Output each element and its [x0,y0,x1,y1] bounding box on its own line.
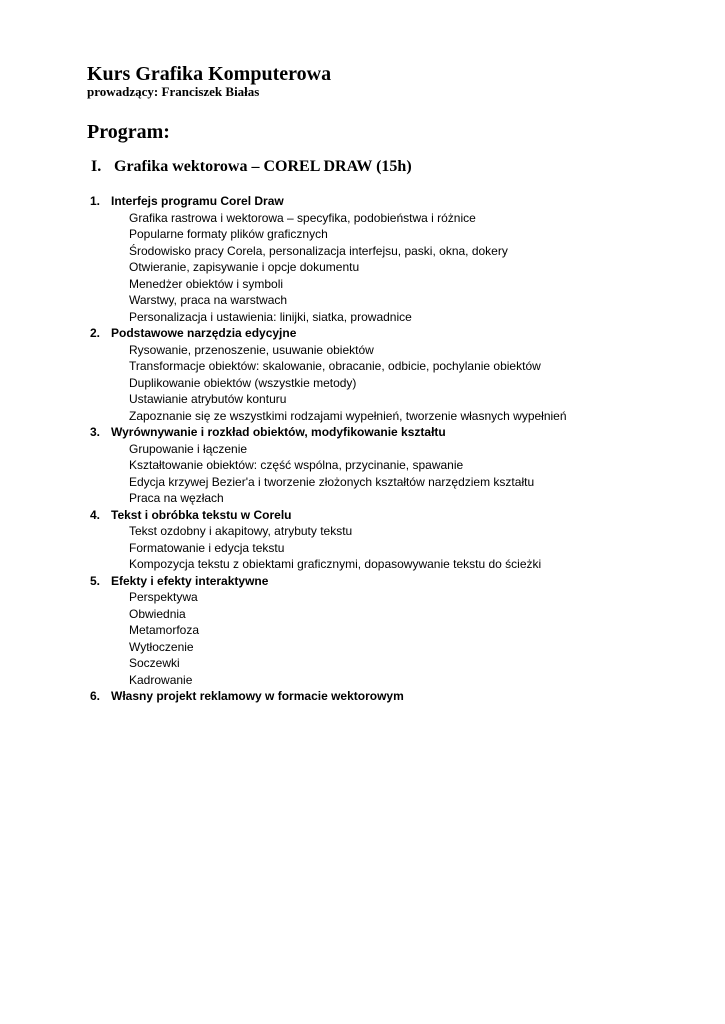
topic-item: Menedżer obiektów i symboli [129,276,284,291]
program-outline [90,193,690,705]
topic-item: Obwiednia [129,606,186,621]
topic-item: Ustawianie atrybutów konturu [129,392,287,406]
section-title-text: Wyrównywanie i rozkład obiektów, modyfikowanie kształtu [111,425,446,439]
section-title [90,325,690,342]
topic-item: Kadrowanie [129,672,193,687]
topic-item: Popularne formaty plików graficznych [129,227,328,241]
section-title [90,193,690,210]
topic-item: Tekst ozdobny i akapitowy, atrybuty tekstu [129,524,353,538]
topic-item: Kształtowanie obiektów: część wspólna, przycinanie, spawanie [129,458,464,472]
topic-item: Edycja krzywej Bezier'a i tworzenie złożonych kształtów narzędziem kształtu [129,474,535,489]
section-title-text: Tekst i obróbka tekstu w Corelu [111,507,292,522]
section-number: 4. [90,507,101,522]
section-number: 5. [90,573,101,588]
topic-item: Duplikowanie obiektów (wszystkie metody) [129,375,357,390]
section-title [90,424,690,441]
topic-item: Zapoznanie się ze wszystkimi rodzajami wypełnień, tworzenie własnych wypełnień [129,408,567,423]
topic-item: Grafika rastrowa i wektorowa – specyfika, podobieństwa i różnice [129,210,476,225]
topic-item: Transformacje obiektów: skalowanie, obracanie, odbicie, pochylanie obiektów [129,359,541,373]
section-title [90,507,690,524]
topic-item: Metamorfoza [129,623,200,637]
part-title: Grafika wektorowa – COREL DRAW (15h) [114,158,412,175]
section-number: 1. [90,194,101,208]
topic-item: Formatowanie i edycja tekstu [129,540,285,555]
topic-item: Kompozycja tekstu z obiektami graficznymi, dopasowywanie tekstu do ścieżki [129,557,542,571]
topic-item: Rysowanie, przenoszenie, usuwanie obiektów [129,342,374,357]
section-title-text: Podstawowe narzędzia edycyjne [111,326,297,340]
topic-item: Środowisko pracy Corela, personalizacja interfejsu, paski, okna, dokery [129,243,508,258]
topic-item: Perspektywa [129,590,198,604]
topic-item: Soczewki [129,656,180,670]
section-title-text: Efekty i efekty interaktywne [111,573,269,588]
topic-item: Personalizacja i ustawienia: linijki, siatka, prowadnice [129,309,412,324]
section-title [90,688,690,705]
section-title-text: Własny projekt reklamowy w formacie wektorowym [111,689,404,703]
topic-item: Grupowanie i łączenie [129,441,248,456]
part-number: I. [91,158,102,175]
topic-item: Wytłoczenie [129,639,194,654]
topic-item: Otwieranie, zapisywanie i opcje dokumentu [129,260,360,274]
topic-item: Warstwy, praca na warstwach [129,293,288,307]
program-heading: Program: [87,121,170,143]
instructor-line: prowadzący: Franciszek Białas [87,84,260,99]
section-number: 6. [90,689,101,703]
section-title [90,573,690,590]
course-title: Kurs Grafika Komputerowa [87,63,332,85]
part-heading [91,157,412,177]
section-title-text: Interfejs programu Corel Draw [111,194,284,208]
section-number: 3. [90,425,101,439]
section-number: 2. [90,326,101,340]
topic-item: Praca na węzłach [129,491,224,505]
